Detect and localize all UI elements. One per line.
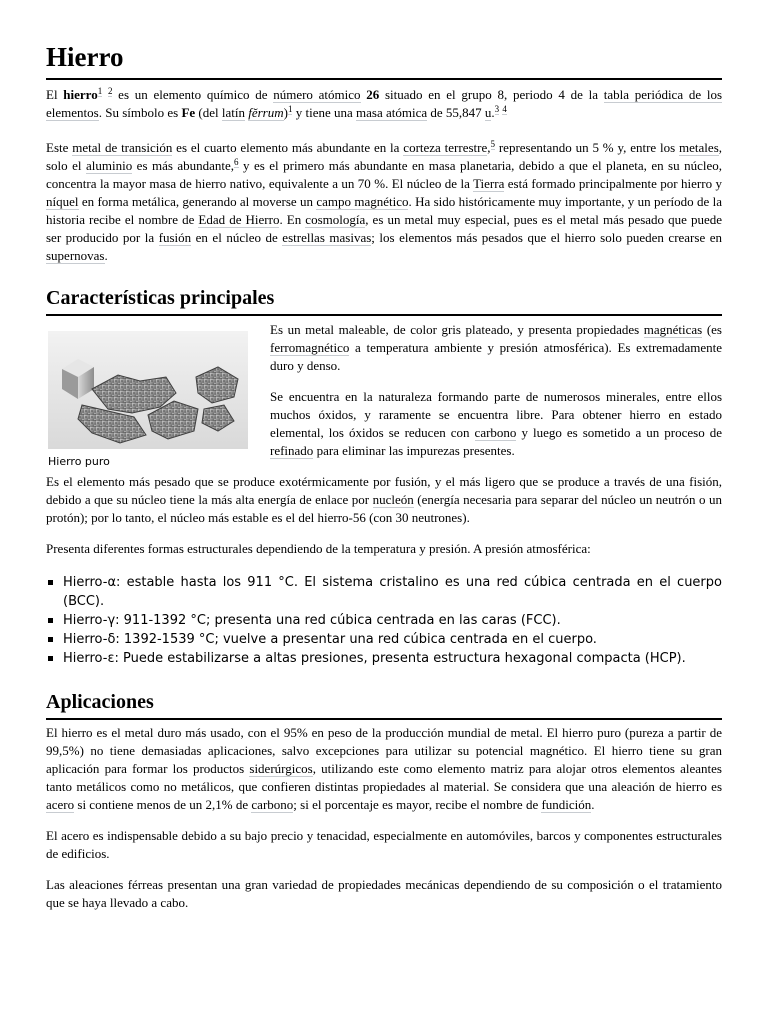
link-magneticas[interactable]: magnéticas [643, 322, 703, 337]
link-aluminio[interactable]: aluminio [85, 158, 133, 173]
link-edad-hierro[interactable]: Edad de Hierro [198, 212, 280, 227]
overview-paragraph: Este metal de transición es el cuarto elemento más abundante en la corteza terrestre,$^5$ representando un 5 % y, entre los metales, solo el aluminio es más abundante,$^6$ y es el primero más abundante en masa planetaria, debido a que el planeta, en su núcleo, concentra la mayor masa de hierro nativo, equivalente a un 70 %. El núcleo de la Tierra está formado principalmente por hierro y níquel en forma metálica, generando al moverse un campo magnético. Ha sido históricamente muy importante, y un período de la historia recibe el nombre de Edad de Hierro. En cosmología, es un metal muy especial, pues es el metal más pesado que puede ser producido por la fusión en el núcleo de estrellas masivas; los elementos más pesados que el hierro solo pueden crearse en supernovas. [46, 139, 723, 263]
term-hierro: hierro [63, 87, 98, 102]
link-cosmologia[interactable]: cosmología [305, 212, 366, 227]
list-item: Hierro-γ: 911-1392 °C; presenta una red cúbica centrada en las caras (FCC). [46, 611, 722, 630]
link-fundicion[interactable]: fundición [541, 797, 592, 812]
applications-paragraph-1: El hierro es el metal duro más usado, con el 95% en peso de la producción mundial de metal. El hierro puro (pureza a partir de 99,5%) no tiene demasiadas aplicaciones, salvo excepciones para utilizar su potencial magnético. El hierro tiene su gran aplicación para formar los productos siderúrgicos, utilizando este como elemento matriz para alojar otros elementos aleantes tanto metálicos como no metálicos, que confieren distintas propiedades al material. Se considera que una aleación de hierro es acero si contiene menos de un 2,1% de carbono; si el porcentaje es mayor, recibe el nombre de fundición. [46, 725, 722, 812]
reference-6[interactable]: 6 [234, 157, 239, 167]
figure [48, 331, 248, 469]
reference-1[interactable]: 1 [97, 86, 103, 96]
reference-2[interactable]: 2 [107, 86, 113, 96]
characteristics-section [46, 321, 722, 668]
reference-1b[interactable]: 1 [287, 104, 293, 114]
link-siderurgicos[interactable]: siderúrgicos [249, 761, 313, 776]
characteristics-paragraph-2: Se encuentra en la naturaleza formando parte de numerosos minerales, entre ellos muchos óxidos, y raramente se encuentra libre. Para obtener hierro en estado elemental, los óxidos se reducen con carbono y luego es sometido a un proceso de refinado para eliminar las impurezas presentes. [270, 389, 723, 458]
link-metales[interactable]: metales [679, 140, 719, 155]
applications-paragraph-2: El acero es indispensable debido a su bajo precio y tenacidad, especialmente en automóviles, barcos y componentes estructurales de edificios. [46, 828, 722, 861]
element-symbol: Fe [181, 105, 196, 120]
list-item: Hierro-ε: Puede estabilizarse a altas presiones, presenta estructura hexagonal compacta (HCP). [46, 649, 722, 668]
link-tierra[interactable]: Tierra [473, 176, 505, 191]
link-latin[interactable]: latín [221, 105, 245, 120]
link-fusion[interactable]: fusión [158, 230, 192, 245]
applications-paragraph-3: Las aleaciones férreas presentan una gran variedad de propiedades mecánicas dependiendo de su composición o el tratamiento que se haya llevado a cabo. [46, 877, 722, 910]
characteristics-paragraph-4: Presenta diferentes formas estructurales dependiendo de la temperatura y presión. A presión atmosférica: [46, 541, 591, 556]
structural-forms-list [46, 573, 722, 668]
link-campo-magnetico[interactable]: campo magnético [316, 194, 409, 209]
figure-caption: Hierro puro [48, 455, 110, 468]
link-tabla-periodica[interactable]: tabla periódica de los elementos [46, 87, 722, 120]
link-nucleon[interactable]: nucleón [372, 492, 414, 507]
link-unidad-masa[interactable]: u [484, 105, 492, 120]
link-metal-transicion[interactable]: metal de transición [72, 140, 173, 155]
section-heading-aplicaciones: Aplicaciones [46, 688, 722, 720]
intro-paragraph: El hierro$^1$ $^2$ es un elemento químico de número atómico 26 situado en el grupo 8, periodo 4 de la tabla periódica de los elementos. Su símbolo es Fe (del latín fĕrrum)$^1$ y tiene una masa atómica de 55,847 u.$^3$ $^4$ [46, 86, 722, 120]
link-refinado[interactable]: refinado [270, 443, 314, 458]
link-ferrum[interactable]: fĕrrum [248, 105, 284, 120]
link-estrellas-masivas[interactable]: estrellas masivas [282, 230, 372, 245]
page-title: Hierro [46, 38, 722, 80]
link-numero-atomico[interactable]: número atómico [273, 87, 361, 102]
link-ferromagnetico[interactable]: ferromagnético [270, 340, 350, 355]
reference-4[interactable]: 4 [502, 104, 507, 114]
atomic-number: 26 [366, 87, 380, 102]
iron-photo[interactable] [48, 331, 248, 449]
link-carbono[interactable]: carbono [474, 425, 517, 440]
link-masa-atomica[interactable]: masa atómica [356, 105, 428, 120]
link-acero[interactable]: acero [46, 797, 75, 812]
reference-3[interactable]: 3 [494, 104, 500, 114]
link-supernovas[interactable]: supernovas [46, 248, 105, 263]
list-item: Hierro-δ: 1392-1539 °C; vuelve a presentar una red cúbica centrada en el cuerpo. [46, 630, 722, 649]
article [46, 0, 722, 912]
list-item: Hierro-α: estable hasta los 911 °C. El sistema cristalino es una red cúbica centrada en el cuerpo (BCC). [46, 573, 722, 611]
reference-5[interactable]: 5 [490, 139, 495, 149]
link-niquel[interactable]: níquel [46, 194, 79, 209]
characteristics-paragraph-3: Es el elemento más pesado que se produce exotérmicamente por fusión, y el más ligero que se produce a través de una fisión, debido a que su núcleo tiene la más alta energía de enlace por nucleón (energía necesaria para separar del núcleo un neutrón o un protón); por lo tanto, el núcleo más estable es el del hierro-56 (con 30 neutrones). [46, 474, 722, 525]
section-heading-caracteristicas: Características principales [46, 284, 722, 316]
link-corteza-terrestre[interactable]: corteza terrestre [403, 140, 488, 155]
link-carbono-2[interactable]: carbono [251, 797, 294, 812]
characteristics-paragraph-1: Es un metal maleable, de color gris plateado, y presenta propiedades magnéticas (es ferromagnético a temperatura ambiente y presión atmosférica). Es extremadamente duro y denso. [270, 322, 722, 373]
